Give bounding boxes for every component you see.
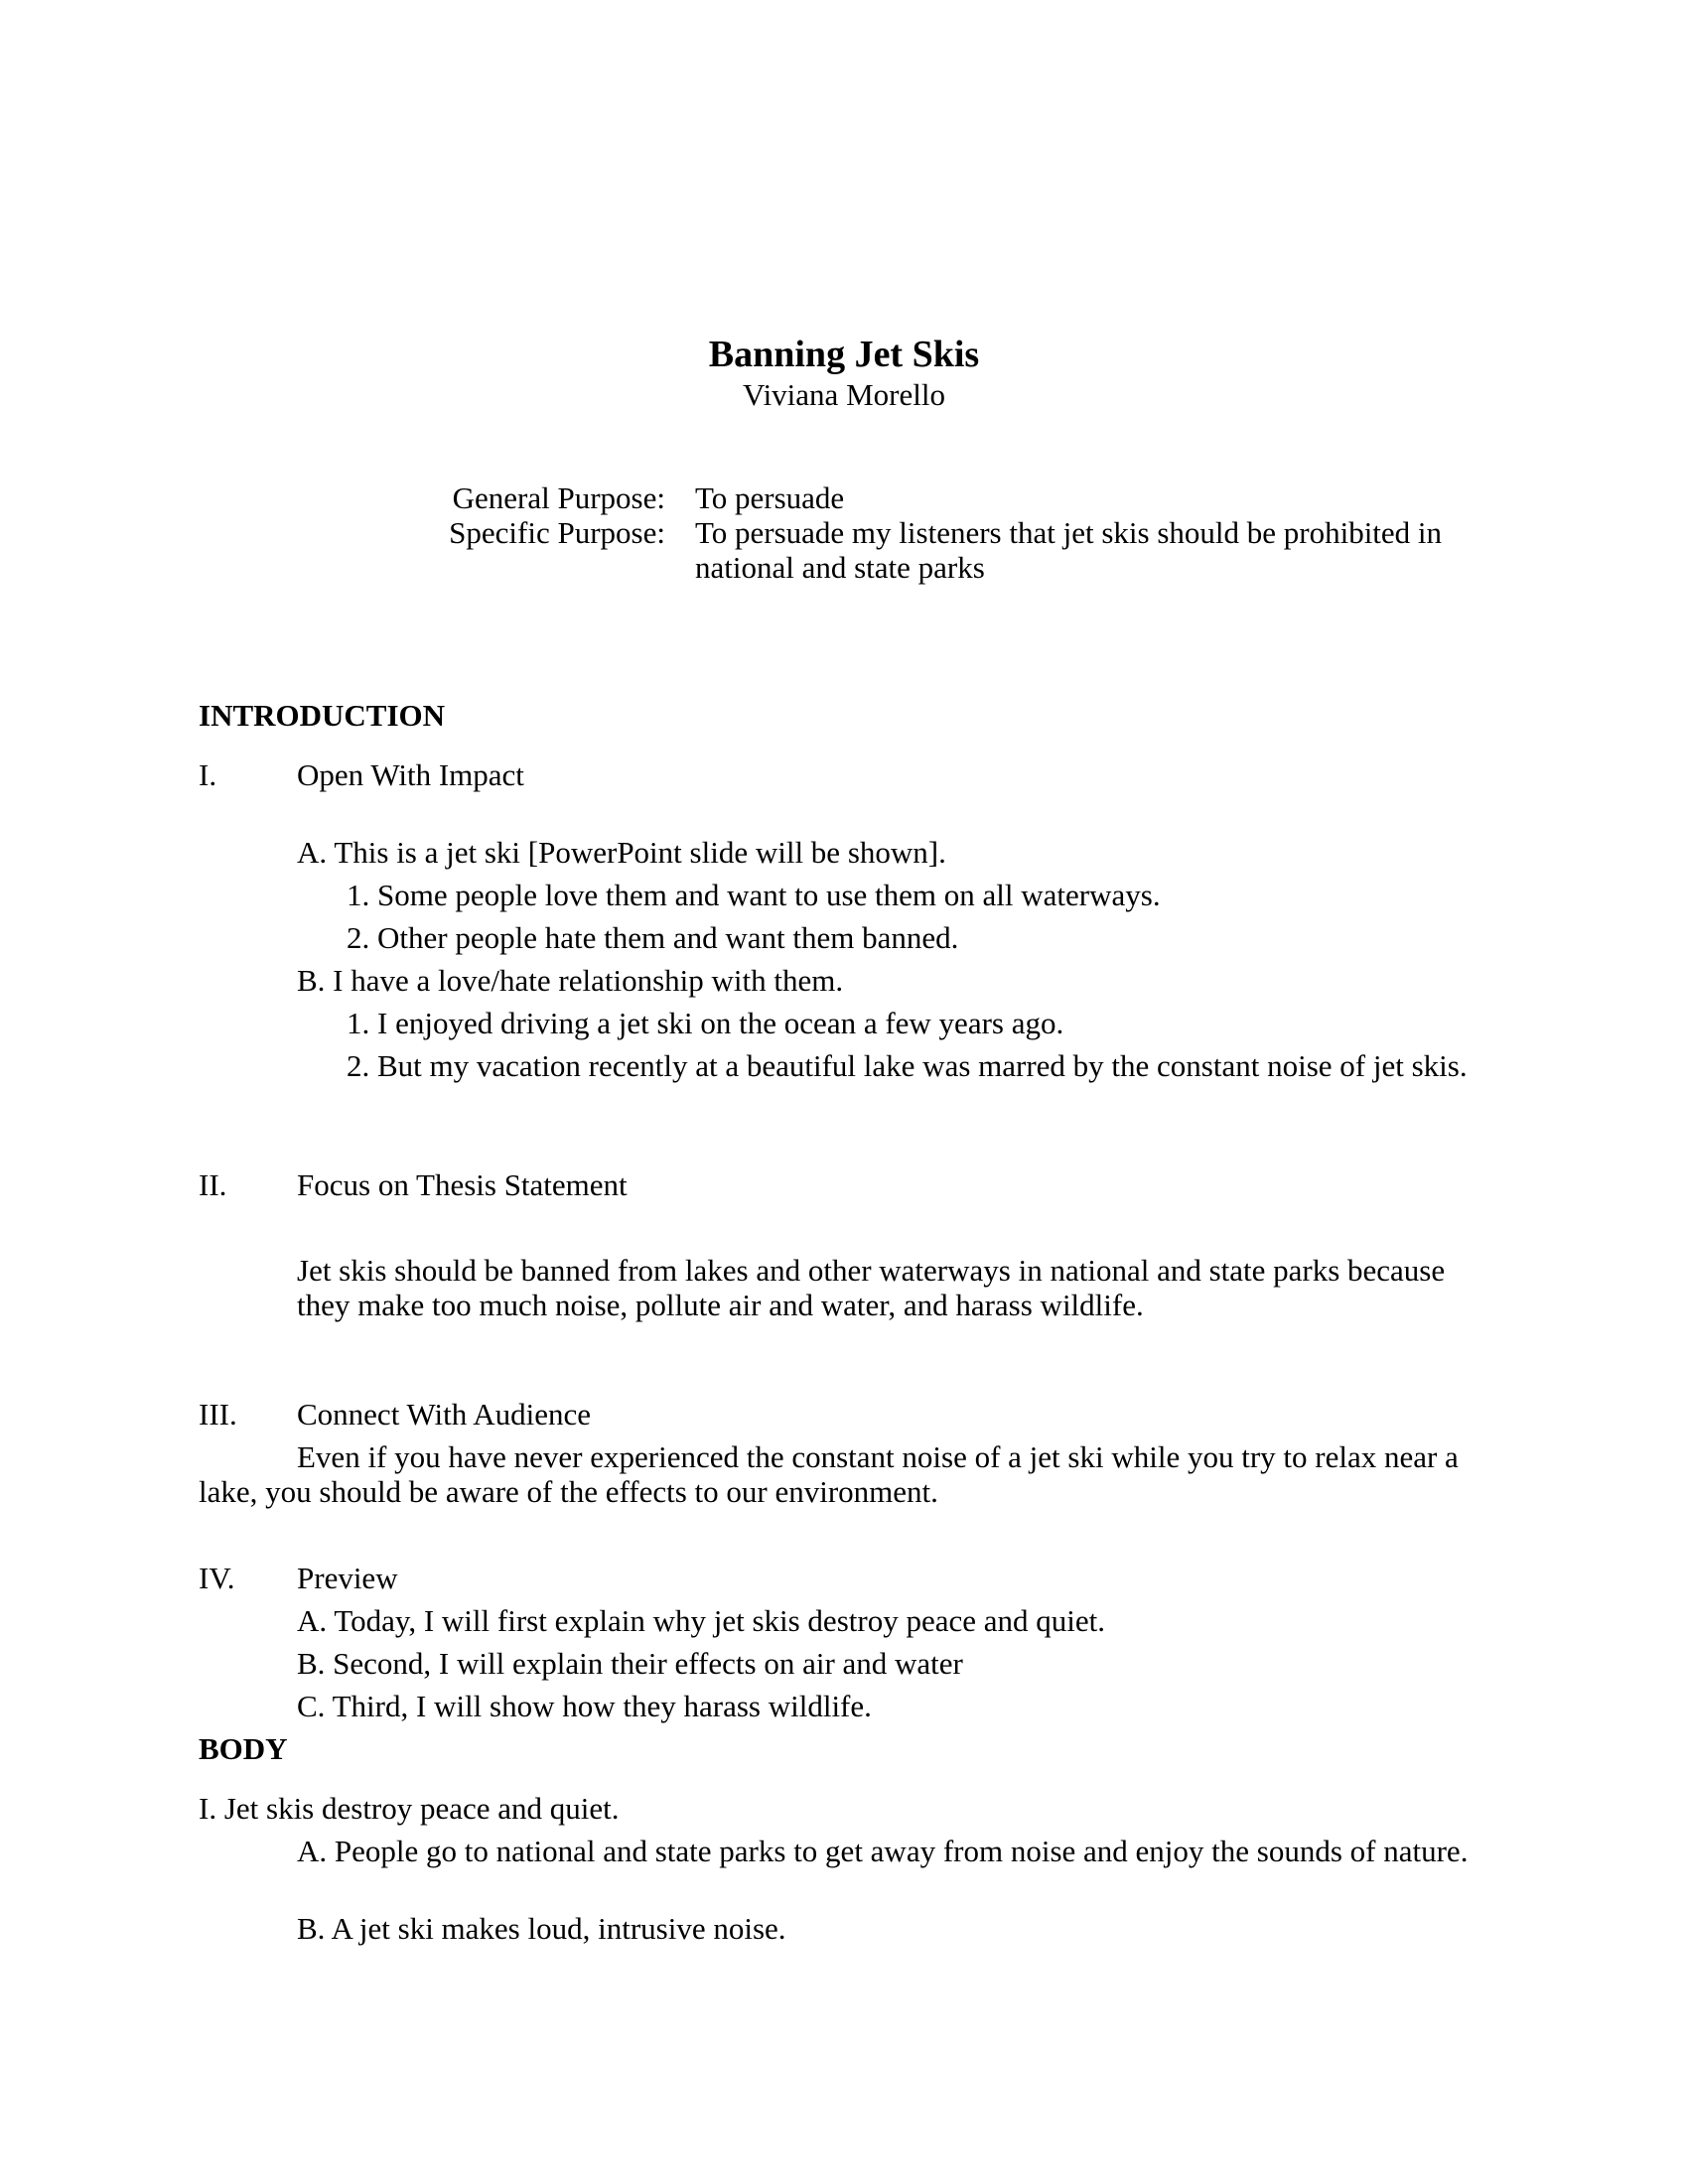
introduction-heading: INTRODUCTION [199,698,446,733]
document-title: Banning Jet Skis [708,334,980,375]
intro-section3-label: Connect With Audience [297,1397,592,1432]
intro-section1-item-b2: 2. But my vacation recently at a beautiful lake was marred by the constant noise of jet skis. [347,1048,1468,1083]
intro-section1-numeral: I. [199,757,217,792]
intro-section3-numeral: III. [199,1397,237,1432]
intro-section1-item-b: B. I have a love/hate relationship with them. [297,963,844,998]
author-name: Viviana Morello [743,377,945,412]
preview-item-a: A. Today, I will first explain why jet skis destroy peace and quiet. [297,1603,1105,1638]
thesis-line1: Jet skis should be banned from lakes and other waterways in national and state parks because [297,1253,1446,1288]
intro-section1-item-a1: 1. Some people love them and want to use them on all waterways. [347,878,1161,912]
connect-line2: lake, you should be aware of the effects to our environment. [199,1474,938,1509]
general-purpose-value: To persuade [695,480,845,515]
intro-section2-label: Focus on Thesis Statement [297,1167,628,1202]
preview-item-c: C. Third, I will show how they harass wildlife. [297,1689,872,1723]
connect-line1: Even if you have never experienced the constant noise of a jet ski while you try to relax near a [297,1439,1459,1474]
intro-section1-item-a: A. This is a jet ski [PowerPoint slide will be shown]. [297,835,946,870]
intro-section1-item-b1: 1. I enjoyed driving a jet ski on the ocean a few years ago. [347,1006,1064,1040]
body-point1: I. Jet skis destroy peace and quiet. [199,1791,620,1826]
specific-purpose-value-line2: national and state parks [695,550,985,585]
specific-purpose-label: Specific Purpose: [449,515,665,550]
general-purpose-label: General Purpose: [452,480,665,515]
intro-section4-label: Preview [297,1561,398,1595]
preview-item-b: B. Second, I will explain their effects on air and water [297,1646,963,1681]
body-point1-a: A. People go to national and state parks to get away from noise and enjoy the sounds of nature. [297,1834,1469,1868]
body-heading: BODY [199,1731,288,1766]
intro-section2-numeral: II. [199,1167,227,1202]
intro-section4-numeral: IV. [199,1561,235,1595]
thesis-line2: they make too much noise, pollute air and water, and harass wildlife. [297,1288,1144,1322]
specific-purpose-value-line1: To persuade my listeners that jet skis should be prohibited in [695,515,1443,550]
body-point1-b: B. A jet ski makes loud, intrusive noise. [297,1911,786,1946]
intro-section1-item-a2: 2. Other people hate them and want them banned. [347,920,959,955]
intro-section1-label: Open With Impact [297,757,524,792]
